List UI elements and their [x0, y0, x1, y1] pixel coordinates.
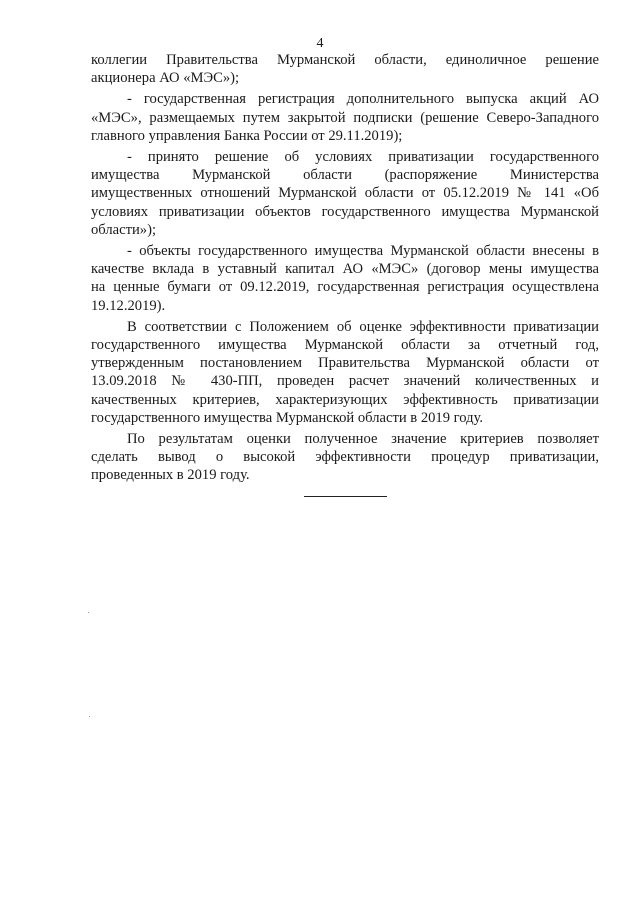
- text-line: качестве вклада в уставный капитал АО «МЭС» (договор мены имущества: [91, 261, 599, 278]
- text-line: качественных критериев, характеризующих эффективность приватизации: [91, 391, 599, 408]
- text-line: «МЭС», размещаемых путем закрытой подписки (решение Северо-Западного: [91, 109, 599, 126]
- text-line: По результатам оценки полученное значение критериев позволяет: [127, 431, 599, 448]
- paragraph-share-issue: [91, 90, 599, 145]
- text-line: коллегии Правительства Мурманской области, единоличное решение: [91, 52, 599, 68]
- text-line: В соответствии с Положением об оценке эффективности приватизации: [127, 318, 599, 335]
- text-line: государственного имущества Мурманской области за отчетный год,: [91, 337, 599, 354]
- page-number: 4: [316, 36, 324, 51]
- text-line: имущественных отношений Мурманской области от 05.12.2019 № 141 «Об: [91, 185, 599, 202]
- text-line: на ценные бумаги от 09.12.2019, государственная регистрация осуществлена: [91, 279, 599, 296]
- text-line: имущества Мурманской области (распоряжение Министерства: [91, 167, 599, 184]
- paragraph-continuation: [91, 51, 599, 87]
- text-line: проведенных в 2019 году.: [91, 467, 250, 484]
- text-line: 19.12.2019).: [91, 297, 166, 314]
- text-line: - принято решение об условиях приватизации государственного: [127, 149, 599, 166]
- paragraph-efficiency-assessment: [91, 318, 599, 427]
- text-line: государственного имущества Мурманской области в 2019 году.: [91, 409, 484, 426]
- scan-speck: [89, 716, 90, 717]
- text-line: 13.09.2018 № 430-ПП, проведен расчет значений количественных и: [91, 373, 599, 390]
- text-line: - объекты государственного имущества Мурманской области внесены в: [127, 243, 599, 260]
- text-line: акционера АО «МЭС»);: [91, 70, 240, 87]
- paragraph-conclusion: [91, 430, 599, 485]
- text-line: - государственная регистрация дополнительного выпуска акций АО: [127, 91, 599, 108]
- text-line: условиях приватизации объектов государственного имущества Мурманской: [91, 203, 599, 220]
- paragraph-property-contribution: [91, 242, 599, 315]
- text-line: утвержденным постановлением Правительства Мурманской области от: [91, 355, 599, 372]
- document-body: [91, 51, 599, 488]
- paragraph-privatization-decision: [91, 148, 599, 239]
- text-line: области»);: [91, 221, 156, 238]
- text-line: сделать вывод о высокой эффективности процедур приватизации,: [91, 449, 599, 466]
- text-line: главного управления Банка России от 29.11.2019);: [91, 127, 403, 144]
- end-of-document-rule: [304, 496, 387, 497]
- scan-speck: [88, 612, 89, 613]
